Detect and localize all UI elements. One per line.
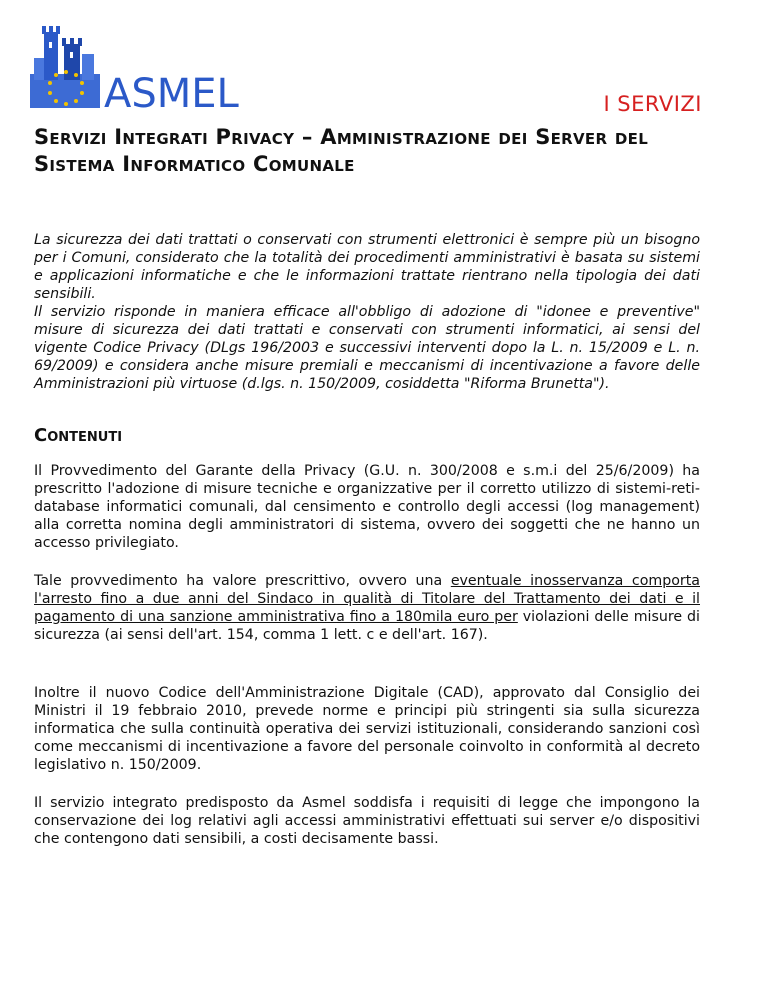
paragraph-text — [34, 572, 700, 644]
underlined-text: eventuale inosservanza comporta l'arresto fino a due anni del Sindaco in qualità di Titolare del Trattamento dei dati e il pagamento di una sanzione amministrativa fino a 180mila euro per — [34, 573, 700, 625]
paragraph-text: Il servizio integrato predisposto da Asmel soddisfa i requisiti di legge che impongono la conservazione dei log relativi agli accessi amministrativi effettuati sui server e/o dispositivi che contengono dati sensibili, a costi decisamente bassi. — [34, 795, 700, 847]
body-paragraph — [34, 794, 700, 848]
text-run: violazioni delle misure di sicurezza (ai sensi dell'art. 154, comma 1 lett. c e dell'art. 167). — [34, 609, 700, 643]
body-paragraph — [34, 684, 700, 774]
text-run: Tale provvedimento ha valore prescrittivo, ovvero una — [34, 573, 451, 589]
logo-wordmark: ASMEL — [104, 71, 239, 114]
paragraph-text: Il Provvedimento del Garante della Privacy (G.U. n. 300/2008 e s.m.i del 25/6/2009) ha prescritto l'adozione di misure tecniche e organizzative per il corretto utilizzo di sistemi-reti-database informatici comunali, dal censimento e controllo degli accessi (log management) alla corretta nomina degli amministratori di sistema, ovvero dei soggetti che ne hanno un accesso privilegiato. — [34, 463, 700, 551]
asmel-logo — [30, 14, 240, 114]
body-paragraph — [34, 572, 700, 644]
intro-paragraph: La sicurezza dei dati trattati o conservati con strumenti elettronici è sempre più un bisogno per i Comuni, considerato che la totalità dei procedimenti amministrativi è basata su sistemi e applicazioni informatiche e che le informazioni trattate rientrano nella tipologia dei dati sensibili. — [34, 232, 700, 302]
intro-text — [34, 231, 700, 393]
paragraph-text: Inoltre il nuovo Codice dell'Amministrazione Digitale (CAD), approvato dal Consiglio dei Ministri il 19 febbraio 2010, prevede norme e principi più stringenti sia sulla sicurezza informatica che sulla continuità operativa dei servizi istituzionali, considerando sanzioni così come meccanismi di incentivazione a favore del personale coinvolto in conformità al decreto legislativo n. 150/2009. — [34, 685, 700, 773]
section-tag: I SERVIZI — [603, 92, 702, 116]
page-title: Servizi Integrati Privacy – Amministrazione dei Server del Sistema Informatico Comunale — [34, 125, 649, 176]
intro-paragraph: Il servizio risponde in maniera efficace all'obbligo di adozione di "idonee e preventive" misure di sicurezza dei dati trattati e conservati con strumenti informatici, ai sensi del vigente Codice Privacy (DLgs 196/2003 e successivi interventi dopo la L. n. 15/2009 e L. n. 69/2009) e considera anche misure premiali e meccanismi di incentivazione a favore delle Amministrazioni più virtuose (d.lgs. n. 150/2009, cosiddetta "Riforma Brunetta"). — [34, 304, 700, 392]
section-heading: Contenuti — [34, 425, 123, 446]
body-paragraph — [34, 462, 700, 552]
tower-emblem-icon — [30, 14, 240, 114]
